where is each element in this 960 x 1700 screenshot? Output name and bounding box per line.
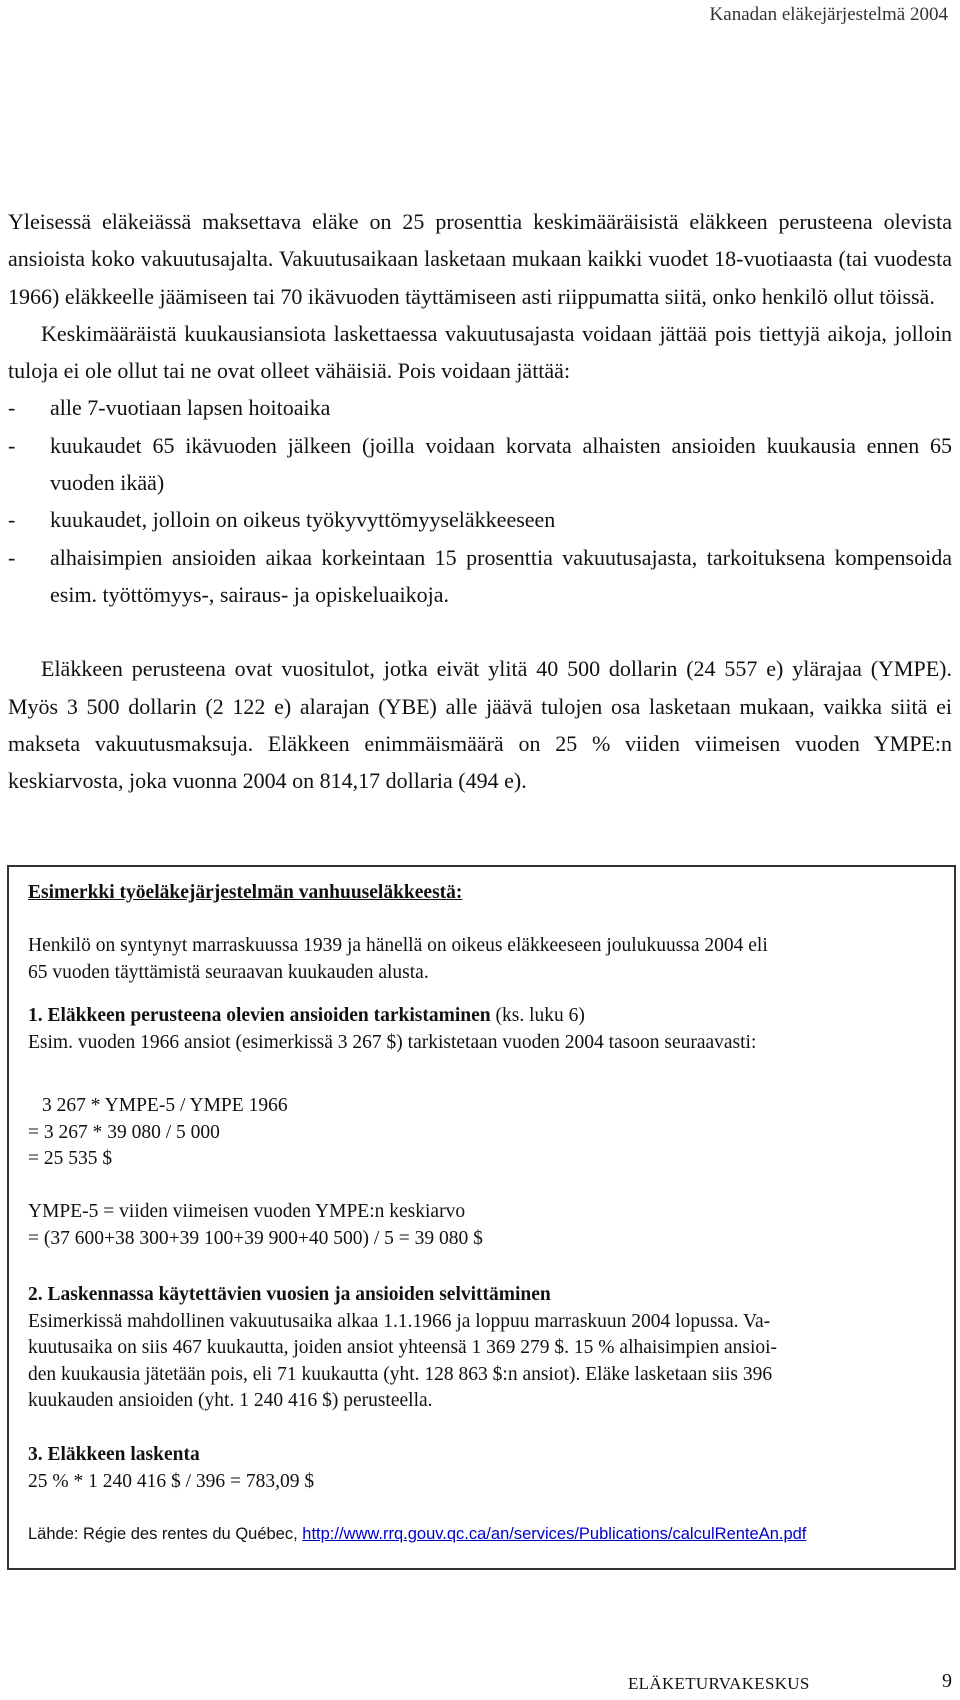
page-number: 9	[942, 1670, 952, 1692]
footer-organization: ELÄKETURVAKESKUS	[628, 1674, 810, 1693]
ympe-definition: YMPE-5 = viiden viimeisen vuoden YMPE:n keskiarvo = (37 600+38 300+39 100+39 900+40 500) / 5 = 39 080 $	[28, 1201, 483, 1249]
paragraph-excluded-periods: Keskimääräistä kuukausiansiota laskettaessa vakuutusajasta voidaan jättää pois tiettyjä aikoja, jolloin tuloja ei ole ollut tai ne ovat olleet vähäisiä. Pois voidaan jättää:	[8, 320, 952, 384]
step-3: 3. Eläkkeen laskenta 25 % * 1 240 416 $ / 396 = 783,09 $	[28, 1442, 932, 1495]
list-item: - kuukaudet 65 ikävuoden jälkeen (joilla voidaan korvata alhaisten ansioiden kuukausia ennen 65 vuoden ikää)	[8, 432, 952, 496]
paragraph-ympe: Eläkkeen perusteena ovat vuositulot, jotka eivät ylitä 40 500 dollarin (24 557 e) ylärajaa (YMPE). Myös 3 500 dollarin (2 122 e) alarajan (YBE) alle jäävä tulojen osa lasketaan mukaan, vaikka siitä ei makseta vakuutusmaksuja. Eläkkeen enimmäismäärä on 25 % viiden viimeisen vuoden YMPE:n keskiarvosta, joka vuonna 2004 on 814,17 dollaria (494 e).	[8, 656, 952, 794]
step-1: 1. Eläkkeen perusteena olevien ansioiden tarkistaminen (ks. luku 6) Esim. vuoden 1966 ansiot (esimerkissä 3 267 $) tarkistetaan vuoden 2004 tasoon seuraavasti:	[28, 1005, 757, 1053]
example-intro: Henkilö on syntynyt marraskuussa 1939 ja hänellä on oikeus eläkkeeseen joulukuussa 2004 eli 65 vuoden täyttämistä seuraavan kuukauden alusta.	[28, 935, 768, 983]
source-link[interactable]: http://www.rrq.gouv.qc.ca/an/services/Publications/calculRenteAn.pdf	[302, 1525, 807, 1543]
example-title: Esimerkki työeläkejärjestelmän vanhuuseläkkeestä:	[28, 882, 463, 903]
step-2-heading: 2. Laskennassa käytettävien vuosien ja ansioiden selvittäminen	[28, 1284, 551, 1305]
example-box	[7, 865, 956, 1570]
list-item: - alle 7-vuotiaan lapsen hoitoaika	[8, 395, 331, 421]
paragraph-general-pension: Yleisessä eläkeiässä maksettava eläke on 25 prosenttia keskimääräisistä eläkkeen perusteena olevista ansioista koko vakuutusajalta. Vakuutusaikaan lasketaan mukaan kaikki vuodet 18-vuotiaasta (tai vuodesta 1966) eläkkeelle jäämiseen tai 70 ikävuoden täyttämiseen asti riippumatta siitä, onko henkilö ollut töissä.	[8, 209, 952, 309]
source-note: Lähde: Régie des rentes du Québec, http://www.rrq.gouv.qc.ca/an/services/Publications/calculRenteAn.pdf	[28, 1525, 807, 1543]
step-1-heading: 1. Eläkkeen perusteena olevien ansioiden tarkistaminen	[28, 1005, 491, 1026]
running-header: Kanadan eläkejärjestelmä 2004	[709, 4, 948, 25]
step-2: 2. Laskennassa käytettävien vuosien ja ansioiden selvittäminen Esimerkissä mahdollinen vakuutusaika alkaa 1.1.1966 ja loppuu marraskuun 2004 lopussa. Va- kuutusaika on siis 467 kuukautta, joiden ansiot yhteensä 1 369 279 $. 15 % alhaisimpien ansioi- den kuukausia jätetään pois, eli 71 kuukautta (yht. 128 863 $:n ansiot). Eläke lasketaan siis 396 kuukauden ansioiden (yht. 1 240 416 $) perusteella.	[28, 1282, 932, 1415]
step-3-heading: 3. Eläkkeen laskenta	[28, 1444, 200, 1465]
list-item: - kuukaudet, jolloin on oikeus työkyvyttömyyseläkkeeseen	[8, 507, 556, 533]
calculation-1: 3 267 * YMPE-5 / YMPE 1966 = 3 267 * 39 080 / 5 000 = 25 535 $	[28, 1095, 288, 1169]
intro-text	[8, 203, 952, 799]
list-item: - alhaisimpien ansioiden aikaa korkeintaan 15 prosenttia vakuutusajasta, tarkoituksena kompensoida esim. työttömyys-, sairaus- ja opiskeluaikoja.	[8, 544, 952, 607]
excluded-periods-list	[8, 389, 952, 613]
